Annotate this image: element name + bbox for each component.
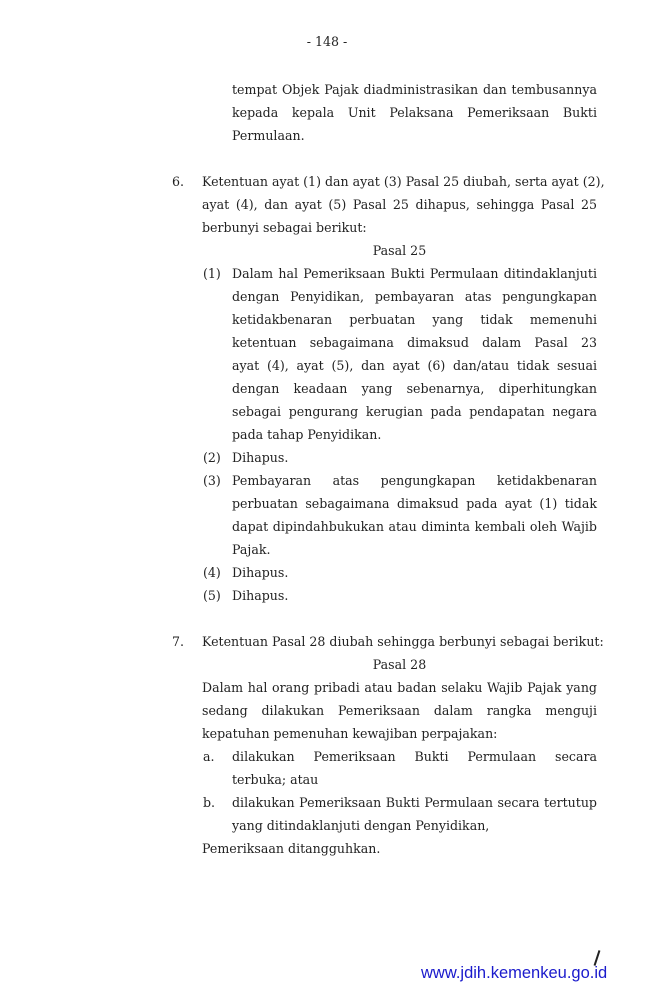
text-line: sebagai pengurang kerugian pada pendapatan negara bbox=[232, 404, 597, 419]
ayat-list bbox=[0, 262, 654, 607]
text-line: berbunyi sebagai berikut: bbox=[202, 220, 367, 235]
document-body bbox=[0, 78, 654, 860]
text-line: ketentuan sebagaimana dimaksud dalam Pasal 23 bbox=[232, 335, 597, 350]
text-line: Permulaan. bbox=[232, 128, 305, 143]
point-letter: a. bbox=[203, 749, 215, 764]
ayat-item bbox=[0, 561, 654, 584]
ayat-text bbox=[232, 584, 597, 607]
article-heading: Pasal 25 bbox=[372, 243, 427, 258]
text-line: Dihapus. bbox=[232, 450, 289, 465]
point-text bbox=[232, 745, 597, 791]
ayat-number: (2) bbox=[203, 450, 221, 465]
text-line: pada tahap Penyidikan. bbox=[232, 427, 382, 442]
text-line: yang ditindaklanjuti dengan Penyidikan, bbox=[232, 818, 490, 833]
text-line: dengan keadaan yang sebenarnya, diperhitungkan bbox=[232, 381, 597, 396]
article-28-body bbox=[202, 676, 597, 745]
ayat-number: (4) bbox=[203, 565, 221, 580]
text-line: ketidakbenaran perbuatan yang tidak memenuhi bbox=[232, 312, 597, 327]
ayat-item bbox=[0, 262, 654, 446]
points-list bbox=[0, 745, 654, 837]
ayat-text bbox=[232, 469, 597, 561]
item-number: 7. bbox=[172, 634, 185, 649]
text-line: terbuka; atau bbox=[232, 772, 319, 787]
text-line: Dalam hal Pemeriksaan Bukti Permulaan ditindaklanjuti bbox=[232, 266, 597, 281]
item-7 bbox=[0, 630, 654, 653]
item-number: 6. bbox=[172, 174, 185, 189]
text-line: Ketentuan Pasal 28 diubah sehingga berbunyi sebagai berikut: bbox=[202, 634, 604, 649]
text-line: Ketentuan ayat (1) dan ayat (3) Pasal 25 diubah, serta ayat (2), bbox=[202, 174, 605, 189]
point-item bbox=[0, 791, 654, 837]
text-line: ayat (4), ayat (5), dan ayat (6) dan/atau tidak sesuai bbox=[232, 358, 597, 373]
text-line: dapat dipindahbukukan atau diminta kembali oleh Wajib bbox=[232, 519, 597, 534]
item-6-text bbox=[202, 170, 605, 239]
ayat-item bbox=[0, 446, 654, 469]
text-line: Pajak. bbox=[232, 542, 271, 557]
ayat-text bbox=[232, 561, 597, 584]
ayat-number: (1) bbox=[203, 266, 221, 281]
ayat-item bbox=[0, 584, 654, 607]
text-line: kepada kepala Unit Pelaksana Pemeriksaan Bukti bbox=[232, 105, 597, 120]
text-line: kepatuhan pemenuhan kewajiban perpajakan: bbox=[202, 726, 498, 741]
text-line: dilakukan Pemeriksaan Bukti Permulaan secara bbox=[232, 749, 597, 764]
text-line: tempat Objek Pajak diadministrasikan dan tembusannya bbox=[232, 82, 597, 97]
text-line: sedang dilakukan Pemeriksaan dalam rangka menguji bbox=[202, 703, 597, 718]
text-line: Dihapus. bbox=[232, 565, 289, 580]
intro-paragraph bbox=[232, 78, 597, 147]
footer-link[interactable]: www.jdih.kemenkeu.go.id bbox=[421, 964, 608, 982]
ayat-number: (3) bbox=[203, 473, 221, 488]
item-7-text bbox=[202, 630, 604, 653]
text-line: ayat (4), dan ayat (5) Pasal 25 dihapus, sehingga Pasal 25 bbox=[202, 197, 597, 212]
text-line: Dalam hal orang pribadi atau badan selaku Wajib Pajak yang bbox=[202, 680, 597, 695]
ayat-number: (5) bbox=[203, 588, 221, 603]
point-text bbox=[232, 791, 597, 837]
text-line: dilakukan Pemeriksaan Bukti Permulaan secara tertutup bbox=[232, 795, 597, 810]
closing-text: Pemeriksaan ditangguhkan. bbox=[202, 841, 381, 856]
item-6 bbox=[0, 170, 654, 239]
text-line: Dihapus. bbox=[232, 588, 289, 603]
text-line: perbuatan sebagaimana dimaksud pada ayat (1) tidak bbox=[232, 496, 597, 511]
article-heading: Pasal 28 bbox=[372, 657, 427, 672]
text-line: Pembayaran atas pengungkapan ketidakbenaran bbox=[232, 473, 597, 488]
ayat-item bbox=[0, 469, 654, 561]
page-number: - 148 - bbox=[306, 34, 348, 49]
ayat-text bbox=[232, 262, 597, 446]
point-item bbox=[0, 745, 654, 791]
point-letter: b. bbox=[203, 795, 216, 810]
text-line: dengan Penyidikan, pembayaran atas pengungkapan bbox=[232, 289, 597, 304]
ayat-text bbox=[232, 446, 597, 469]
